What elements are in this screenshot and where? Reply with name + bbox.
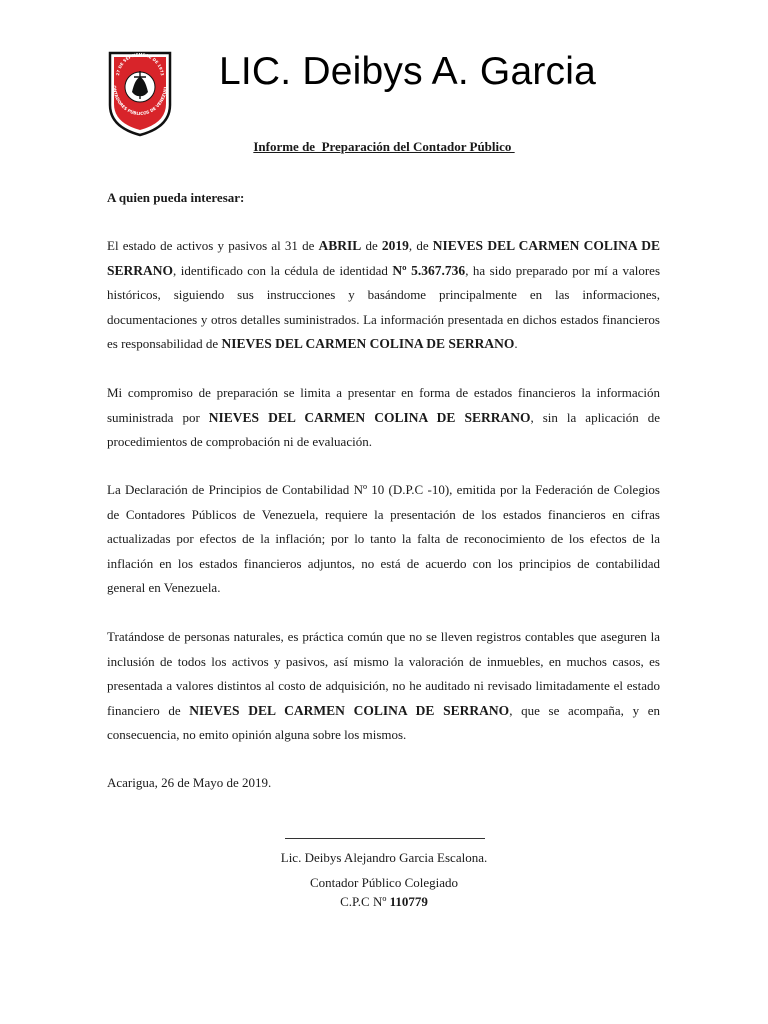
document-title: Informe de Preparación del Contador Público <box>253 139 515 154</box>
paragraph-4: Tratándose de personas naturales, es práctica común que no se lleven registros contables que aseguren la inclusión de todos los activos y pasivos, así mismo la valoración de inmuebles, en muchos casos, es presentada a valores distintos al costo de adquisición, no he auditado ni revisado limitadamente el estado financiero de NIEVES DEL CARMEN COLINA DE SERRANO, que se acompaña, y en consecuencia, no emito opinión alguna sobre los mismos. <box>107 629 660 743</box>
signatory-name: Lic. Deibys Alejandro Garcia Escalona. <box>280 850 488 865</box>
id-number: Nº 5.367.736 <box>392 262 466 278</box>
year-bold: 2019 <box>381 238 409 253</box>
client-name: NIEVES DEL CARMEN COLINA DE SERRANO <box>107 238 660 278</box>
logo-seal-icon <box>107 47 173 137</box>
cpc-number: 110779 <box>389 894 428 909</box>
signature-line <box>285 838 485 839</box>
paragraph-3: La Declaración de Principios de Contabilidad Nº 10 (D.P.C -10), emitida por la Federación de Colegios de Contadores Públicos de Venezuela, requiere la presentación de los estados financieros en cifras actualizadas por efectos de la inflación; por lo tanto la falta de reconocimiento de los efectos de la inflación en los estados financieros adjuntos, no está de acuerdo con los principios de contabilidad general en Venezuela. <box>107 482 660 596</box>
client-name: NIEVES DEL CARMEN COLINA DE SERRANO <box>221 336 515 352</box>
svg-text:CONTADORES PÚBLICOS DE VENEZUE: ONTADORES PÚBLICOS DE VENEZUEL <box>111 85 169 117</box>
client-name: NIEVES DEL CARMEN COLINA DE SERRANO <box>189 702 510 718</box>
signatory-role: Contador Público Colegiado <box>309 875 459 890</box>
paragraph-1: El estado de activos y pasivos al 31 de ABRIL de 2019, de NIEVES DEL CARMEN COLINA DE SERRANO, identificado con la cédula de identidad Nº 5.367.736, ha sido preparado por mí a valores históricos, siguiendo sus instrucciones y basándome principalmente en las informaciones, documentaciones y otros detalles suministrados. La información presentada en dichos estados financieros es responsabilidad de NIEVES DEL CARMEN COLINA DE SERRANO. <box>107 238 660 352</box>
place-date: Acarigua, 26 de Mayo de 2019. <box>107 775 272 790</box>
paragraph-2: Mi compromiso de preparación se limita a presentar en forma de estados financieros la información suministrada por NIEVES DEL CARMEN COLINA DE SERRANO, sin la aplicación de procedimientos de comprobación ni de evaluación. <box>107 385 660 450</box>
month-bold: ABRIL <box>318 238 362 253</box>
cpc-registration: C.P.C Nº 110779 <box>340 894 428 909</box>
letterhead-title: LIC. Deibys A. Garcia <box>219 50 597 93</box>
client-name: NIEVES DEL CARMEN COLINA DE SERRANO <box>208 409 531 425</box>
salutation: A quien pueda interesar: <box>107 190 245 205</box>
svg-text:27 DE SEPTIEMBRE DE 1973: 27 DE SEPTIEMBRE DE 1973 <box>115 51 165 76</box>
